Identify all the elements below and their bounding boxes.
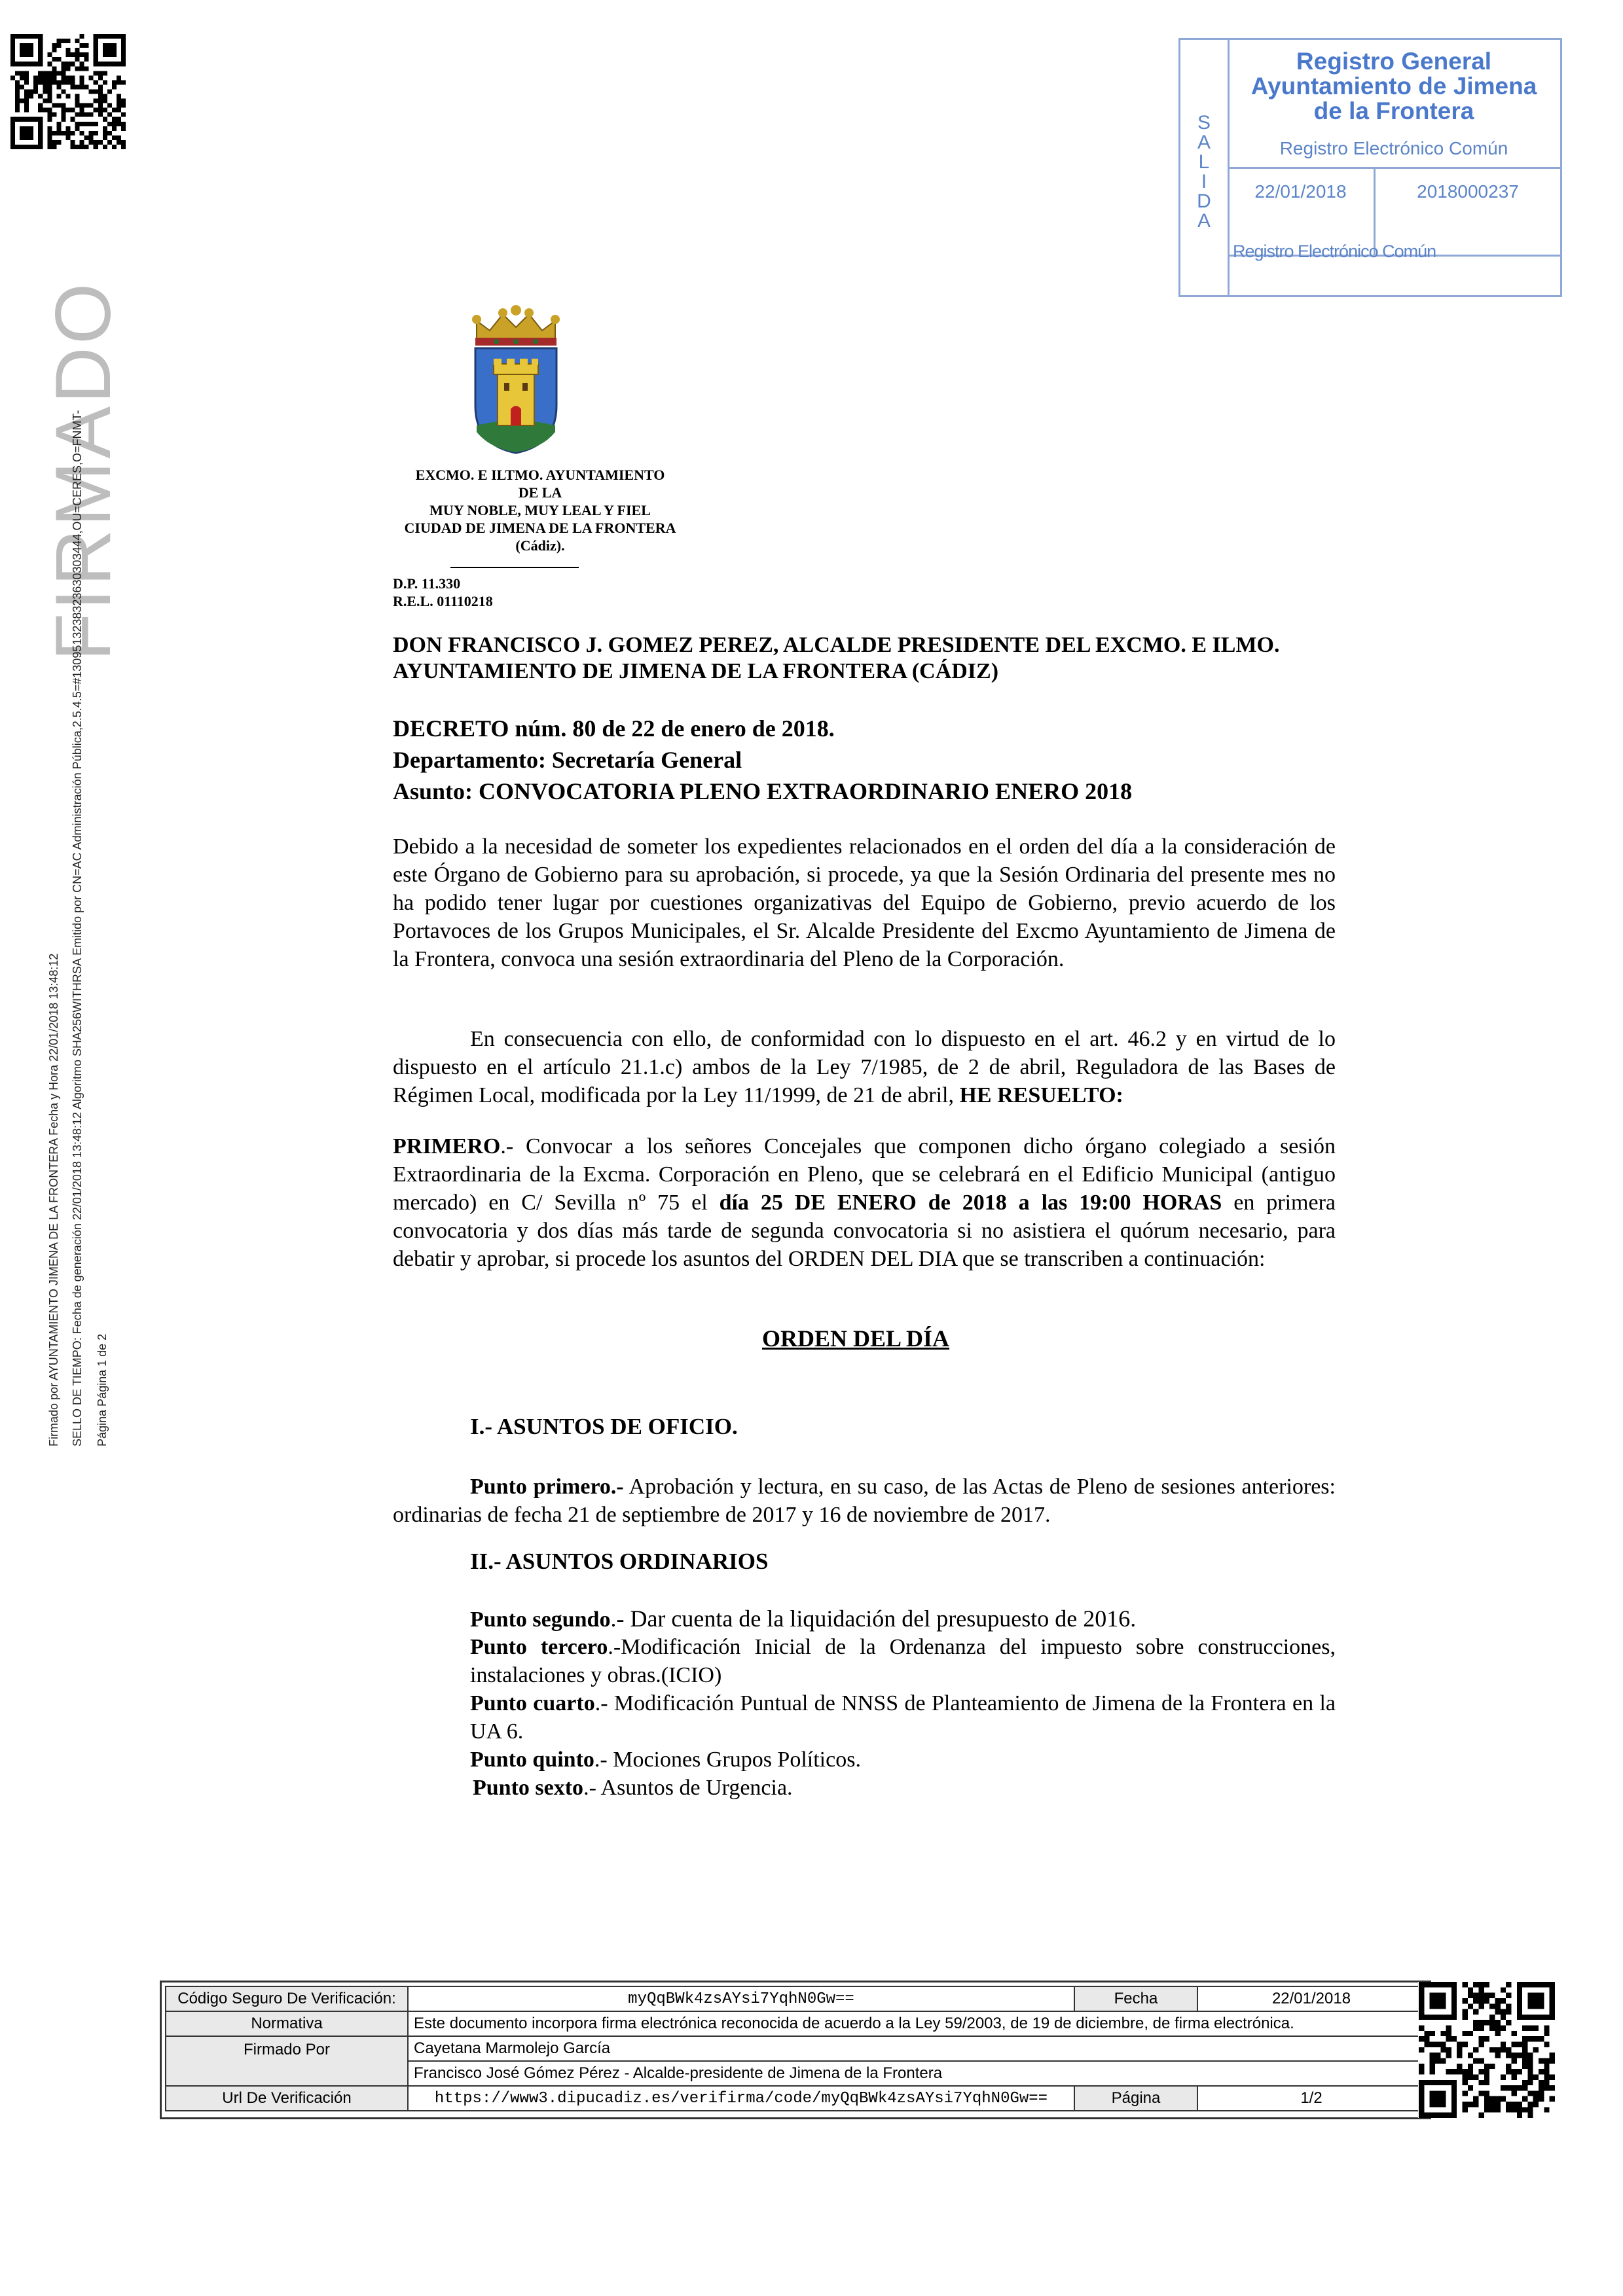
primero-text-a: .- Convocar a los señores Concejales que componen dicho órgano colegiado a sesión Extraordinaria de la Excma. Corporación en Pleno, que se celebrará en el Edificio Municipal (antiguo mercado) en C/ Sevilla nº 75 el [393,1134,1336,1215]
stamp-date: 22/01/2018 [1254,181,1347,202]
stamp-title-line: Ayuntamiento de Jimena [1250,73,1537,99]
signer-name: Cayetana Marmolejo García [408,2036,1425,2061]
letterhead-line: EXCMO. E ILTMO. AYUNTAMIENTO [415,467,665,483]
salida-letter: A [1197,132,1211,153]
page-label: Página [1074,2086,1197,2111]
signed-by-label: Firmado Por [166,2036,408,2086]
salida-letter: A [1197,210,1211,232]
meeting-datetime: día 25 DE ENERO de 2018 a las 19:00 HORAS [719,1191,1222,1215]
department: Departamento: Secretaría General [393,747,742,773]
page-count-line: Página Página 1 de 2 [96,1333,109,1446]
section-ordinarios: II.- ASUNTOS ORDINARIOS [470,1549,769,1574]
salida-letter: S [1197,112,1211,134]
rel-code: R.E.L. 01110218 [393,593,493,609]
agenda-item-text: .- Mociones Grupos Políticos. [594,1748,861,1772]
agenda-item-label: Punto segundo [470,1607,611,1632]
stamp-sidebar [1180,40,1230,295]
stamp-divider [1228,167,1560,169]
agenda-item [470,1633,1336,1689]
firmado-watermark: FIRMADO [39,280,127,661]
postal-code: D.P. 11.330 [393,575,461,592]
decree-number: DECRETO núm. 80 de 22 de enero de 2018. [393,715,835,742]
agenda-item-text: .-Modificación Inicial de la Ordenanza del impuesto sobre construcciones, instalaciones y obras.(ICIO) [470,1635,1336,1687]
normativa-label: Normativa [166,2011,408,2036]
register-stamp [1178,38,1562,297]
date-value: 22/01/2018 [1197,1986,1425,2011]
csv-label: Código Seguro De Verificación: [166,1986,408,2011]
letterhead-line: CIUDAD DE JIMENA DE LA FRONTERA [404,520,676,536]
agenda-item-label: Punto cuarto [470,1691,595,1715]
postal-codes [393,575,493,610]
stamp-title [1228,49,1560,124]
page-value: 1/2 [1197,2086,1425,2111]
subject: Asunto: CONVOCATORIA PLENO EXTRAORDINARIO ENERO 2018 [393,778,1133,804]
letterhead-line: DE LA [518,484,562,501]
signer-name: Francisco José Gómez Pérez - Alcalde-presidente de Jimena de la Frontera [408,2061,1425,2086]
agenda-item-label: Punto quinto [470,1748,594,1772]
signed-by-line: Firmado por AYUNTAMIENTO JIMENA DE LA FRONTERA Fecha y Hora 22/01/2018 13:48:12 [47,953,60,1446]
agenda-item [470,1689,1336,1746]
stamp-title-line: de la Frontera [1313,98,1474,124]
document-heading: DON FRANCISCO J. GOMEZ PEREZ, ALCALDE PRESIDENTE DEL EXCMO. E ILMO. AYUNTAMIENTO DE JIMENA DE LA FRONTERA (CÁDIZ) [393,633,1280,683]
agenda-item-label: Punto primero.- [470,1475,624,1499]
salida-letter: D [1197,190,1211,212]
qr-code [10,34,126,149]
agenda-item [470,1605,1336,1634]
salida-letter: I [1201,171,1207,192]
stamp-number: 2018000237 [1417,181,1519,202]
letterhead-line: (Cádiz). [515,537,565,554]
letterhead-divider [450,567,579,568]
agenda-item-label: Punto sexto [473,1776,584,1800]
agenda-item-label: Punto tercero [470,1635,608,1659]
section-oficio: I.- ASUNTOS DE OFICIO. [470,1414,738,1439]
resolution-label: HE RESUELTO: [959,1083,1123,1107]
salida-letter: L [1198,151,1210,173]
timestamp-line: SELLO DE TIEMPO: Fecha de generación 22/01/2018 13:48:12 Algoritmo SHA256WITHRSA Emitido por CN=AC Administración Pública,2.5.4.5=#1309513238323630303444,OU=CERES,O=FNMT- [71,410,84,1446]
csv-value: myQqBWk4zsAYsi7YqhN0Gw== [408,1986,1074,2011]
verification-url[interactable]: https://www3.dipucadiz.es/verifirma/code/myQqBWk4zsAYsi7YqhN0Gw== [408,2086,1074,2111]
primero-label: PRIMERO [393,1134,501,1158]
agenda-title: ORDEN DEL DÍA [762,1325,950,1352]
primero-text-b: en primera convocatoria y dos días más tarde de segunda convocatoria si no asistiera el quórum necesario, para debatir y aprobar, si procede los asuntos del ORDEN DEL DIA que se transcriben a continuación: [393,1191,1336,1271]
stamp-footer: Registro Electrónico Común [1233,242,1436,261]
letterhead [380,466,701,554]
paragraph-legal [393,1025,1336,1109]
letterhead-line: MUY NOBLE, MUY LEAL Y FIEL [429,502,651,518]
stamp-title-line: Registro General [1296,48,1492,75]
stamp-subtitle: Registro Electrónico Común [1279,138,1508,158]
agenda-item-text: .- Modificación Puntual de NNSS de Planteamiento de Jimena de la Frontera en la UA 6. [470,1691,1336,1744]
agenda-item-text: .- Dar cuenta de la liquidación del presupuesto de 2016. [610,1605,1137,1632]
agenda-item [473,1774,1338,1802]
agenda-item [470,1746,1336,1774]
legal-text: En consecuencia con ello, de conformidad con lo dispuesto en el art. 46.2 y en virtud de lo dispuesto en el artículo 21.1.c) ambos de la Ley 7/1985, de 2 de abril, Reguladora de las Bases de Régimen Local, modificada por la Ley 11/1999, de 21 de abril, [393,1027,1336,1107]
verification-qr-code [1418,1982,1556,2118]
date-label: Fecha [1074,1986,1197,2011]
verification-table [160,1981,1431,2119]
agenda-item [393,1473,1336,1529]
paragraph-primero [393,1132,1336,1273]
coat-of-arms-icon [464,301,568,458]
url-label: Url De Verificación [166,2086,408,2111]
agenda-item-text: Aprobación y lectura, en su caso, de las Actas de Pleno de sesiones anteriores: ordinarias de fecha 21 de septiembre de 2017 y 16 de noviembre de 2017. [393,1475,1336,1527]
paragraph-intro: Debido a la necesidad de someter los expedientes relacionados en el orden del día a la consideración de este Órgano de Gobierno para su aprobación, si procede, ya que la Sesión Ordinaria del presente mes no ha podido tener lugar por cuestiones organizativas del Equipo de Gobierno, previo acuerdo de los Portavoces de los Grupos Municipales, el Sr. Alcalde Presidente del Excmo Ayuntamiento de Jimena de la Frontera, convoca una sesión extraordinaria del Pleno de la Corporación. [393,834,1336,971]
salida-vertical-label [1194,113,1214,231]
normativa-value: Este documento incorpora firma electrónica reconocida de acuerdo a la Ley 59/2003, de 19 de diciembre, de firma electrónica. [408,2011,1425,2036]
agenda-item-text: .- Asuntos de Urgencia. [583,1776,793,1800]
